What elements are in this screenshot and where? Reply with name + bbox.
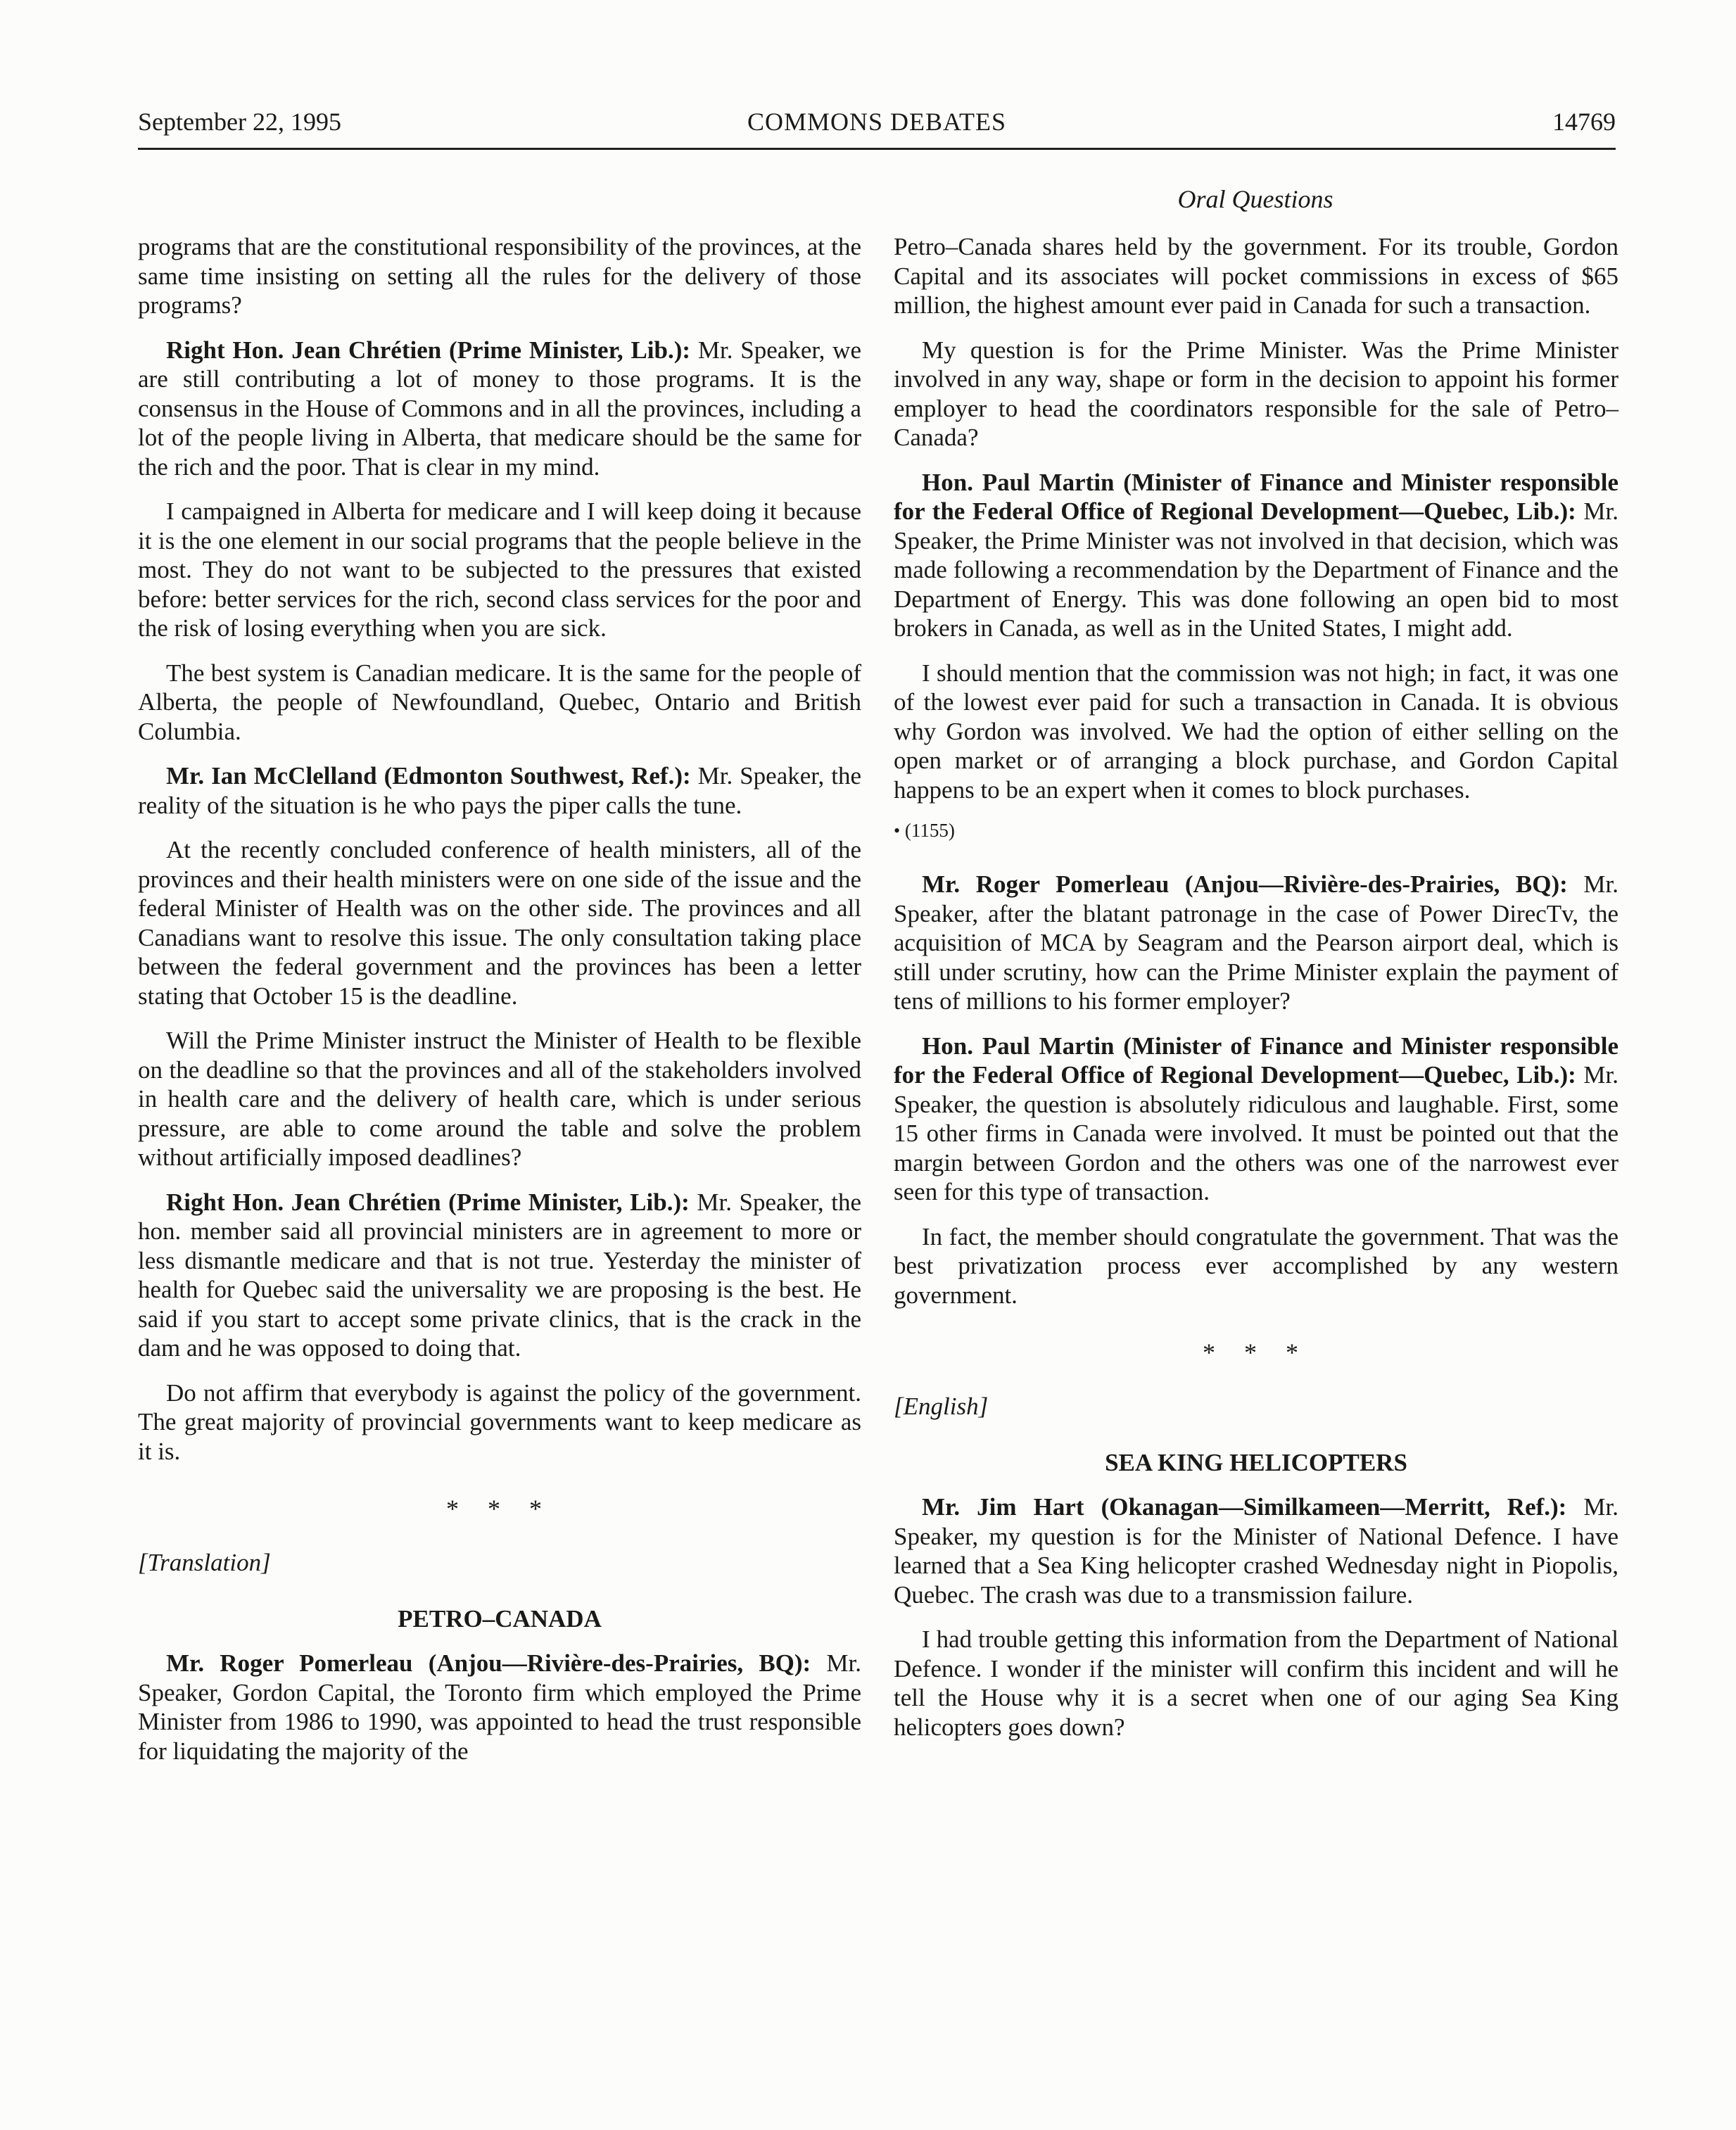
speaker-name: Right Hon. Jean Chrétien (Prime Minister, Lib.):	[166, 1188, 690, 1216]
speech-text: Mr. Speaker, the hon. member said all provincial ministers are in agreement to more or less dismantle medicare and that is not true. Yesterday the minister of health for Quebec said the universality we are proposing is the best. He said if you start to accept some private clinics, that is the crack in the dam and he was opposed to doing that.	[138, 1188, 861, 1362]
paragraph	[138, 336, 861, 482]
running-head: Oral Questions	[1177, 185, 1333, 213]
bullet-icon: •	[894, 820, 901, 841]
section-separator: * * *	[446, 1495, 553, 1523]
paragraph: My question is for the Prime Minister. Was the Prime Minister involved in any way, shape or form in the decision to appoint his former employer to head the coordinators responsible for the sale of Petro–Canada?	[894, 336, 1618, 451]
page-header	[138, 107, 1616, 149]
paragraph	[138, 1649, 861, 1766]
header-rule	[138, 148, 1616, 150]
language-note: [English]	[894, 1393, 989, 1420]
right-column	[894, 232, 1618, 1757]
speech-text: Mr. Speaker, we are still contributing a lot of money to those programs. It is the consensus in the House of Commons and in all the provinces, including a lot of the people living in Alberta, that medicare should be the same for the rich and the poor. That is clear in my mind.	[138, 336, 861, 481]
header-page-number: 14769	[1552, 108, 1616, 136]
section-separator: * * *	[1203, 1338, 1310, 1367]
speech-text: Mr. Speaker, the Prime Minister was not involved in that decision, which was made following a recommendation by the Department of Finance and the Department of Energy. This was done following an open bid to most brokers in Canada, as well as in the United States, I might add.	[894, 497, 1618, 642]
speaker-name: Mr. Roger Pomerleau (Anjou—Rivière-des-Prairies, BQ):	[922, 870, 1568, 898]
paragraph: I campaigned in Alberta for medicare and I will keep doing it because it is the one element in our social programs that the people believe in the most. They do not want to be subjected to the pressures that existed before: better services for the rich, second class services for the poor and the risk of losing everything when you are sick.	[138, 497, 861, 642]
paragraph	[894, 1492, 1618, 1609]
paragraph: Will the Prime Minister instruct the Minister of Health to be flexible on the deadline so that the provinces and all of the stakeholders involved in health care and the delivery of health care, which is under serious pressure, are able to come around the table and solve the problem without artificially imposed deadlines?	[138, 1027, 861, 1171]
header-date: September 22, 1995	[138, 108, 341, 136]
language-note: [Translation]	[138, 1549, 271, 1576]
paragraph: At the recently concluded conference of health ministers, all of the provinces and their health ministers were on one side of the issue and the federal Minister of Health was on the other side. The provinces and all Canadians want to resolve this issue. The only consultation taking place between the federal government and the provinces has been a letter stating that October 15 is the deadline.	[138, 836, 861, 1010]
paragraph: Petro–Canada shares held by the government. For its trouble, Gordon Capital and its associates will pocket commissions in excess of $65 million, the highest amount ever paid in Canada for such a transaction.	[894, 233, 1618, 319]
speaker-name: Mr. Roger Pomerleau (Anjou—Rivière-des-Prairies, BQ):	[166, 1649, 811, 1677]
speech-text: Mr. Speaker, Gordon Capital, the Toronto firm which employed the Prime Minister from 1986 to 1990, was appointed to head the trust responsible for liquidating the majority of the	[138, 1649, 861, 1765]
paragraph: I should mention that the commission was not high; in fact, it was one of the lowest ever paid for such a transaction in Canada. It is obvious why Gordon was involved. We had the option of either selling on the open market or of arranging a block purchase, and Gordon Capital happens to be an expert when it comes to block purchases.	[894, 659, 1618, 804]
speech-text: Mr. Speaker, my question is for the Minister of National Defence. I have learned that a Sea King helicopter crashed Wednesday night in Piopolis, Quebec. The crash was due to a transmission failure.	[894, 1493, 1618, 1609]
speech-text: Mr. Speaker, the question is absolutely ridiculous and laughable. First, some 15 other firms in Canada were involved. It must be pointed out that the margin between Gordon and the others was one of the narrowest ever seen for this type of transaction.	[894, 1061, 1618, 1205]
header-journal-title: COMMONS DEBATES	[747, 108, 1007, 136]
left-column	[138, 232, 861, 1781]
speaker-name: Right Hon. Jean Chrétien (Prime Minister, Lib.):	[166, 336, 691, 364]
paragraph: Do not affirm that everybody is against the policy of the government. The great majority of provincial governments want to keep medicare as it is.	[138, 1378, 861, 1465]
section-heading: SEA KING HELICOPTERS	[1105, 1449, 1407, 1476]
time-stamp-text: (1155)	[904, 820, 955, 841]
paragraph: The best system is Canadian medicare. It is the same for the people of Alberta, the people of Newfoundland, Quebec, Ontario and British Columbia.	[138, 659, 861, 745]
section-heading: PETRO–CANADA	[398, 1605, 602, 1633]
paragraph: programs that are the constitutional responsibility of the provinces, at the same time insisting on setting all the rules for the delivery of those programs?	[138, 233, 861, 319]
paragraph	[894, 1032, 1618, 1207]
speech-text: Mr. Speaker, after the blatant patronage in the case of Power DirecTv, the acquisition of MCA by Seagram and the Pearson airport deal, which is still under scrutiny, how can the Prime Minister explain the payment of tens of millions to his former employer?	[894, 870, 1618, 1015]
speaker-name: Hon. Paul Martin (Minister of Finance and Minister responsible for the Federal Office of Regional Development—Quebec, Lib.):	[894, 1032, 1618, 1089]
speech-text: Mr. Speaker, the reality of the situation is he who pays the piper calls the tune.	[138, 762, 861, 819]
paragraph: I had trouble getting this information from the Department of National Defence. I wonder if the minister will confirm this incident and will he tell the House why it is a secret when one of our aging Sea King helicopters goes down?	[894, 1625, 1618, 1741]
speaker-name: Mr. Jim Hart (Okanagan—Similkameen—Merritt, Ref.):	[922, 1493, 1567, 1521]
paragraph	[138, 761, 861, 820]
paragraph	[138, 1188, 861, 1363]
paragraph	[894, 870, 1618, 1016]
speaker-name: Mr. Ian McClelland (Edmonton Southwest, Ref.):	[166, 762, 691, 790]
paragraph	[894, 468, 1618, 643]
time-stamp	[894, 820, 1618, 842]
paragraph: In fact, the member should congratulate the government. That was the best privatization process ever accomplished by any western government.	[894, 1222, 1618, 1309]
speaker-name: Hon. Paul Martin (Minister of Finance and Minister responsible for the Federal Office of Regional Development—Quebec, Lib.):	[894, 468, 1618, 525]
